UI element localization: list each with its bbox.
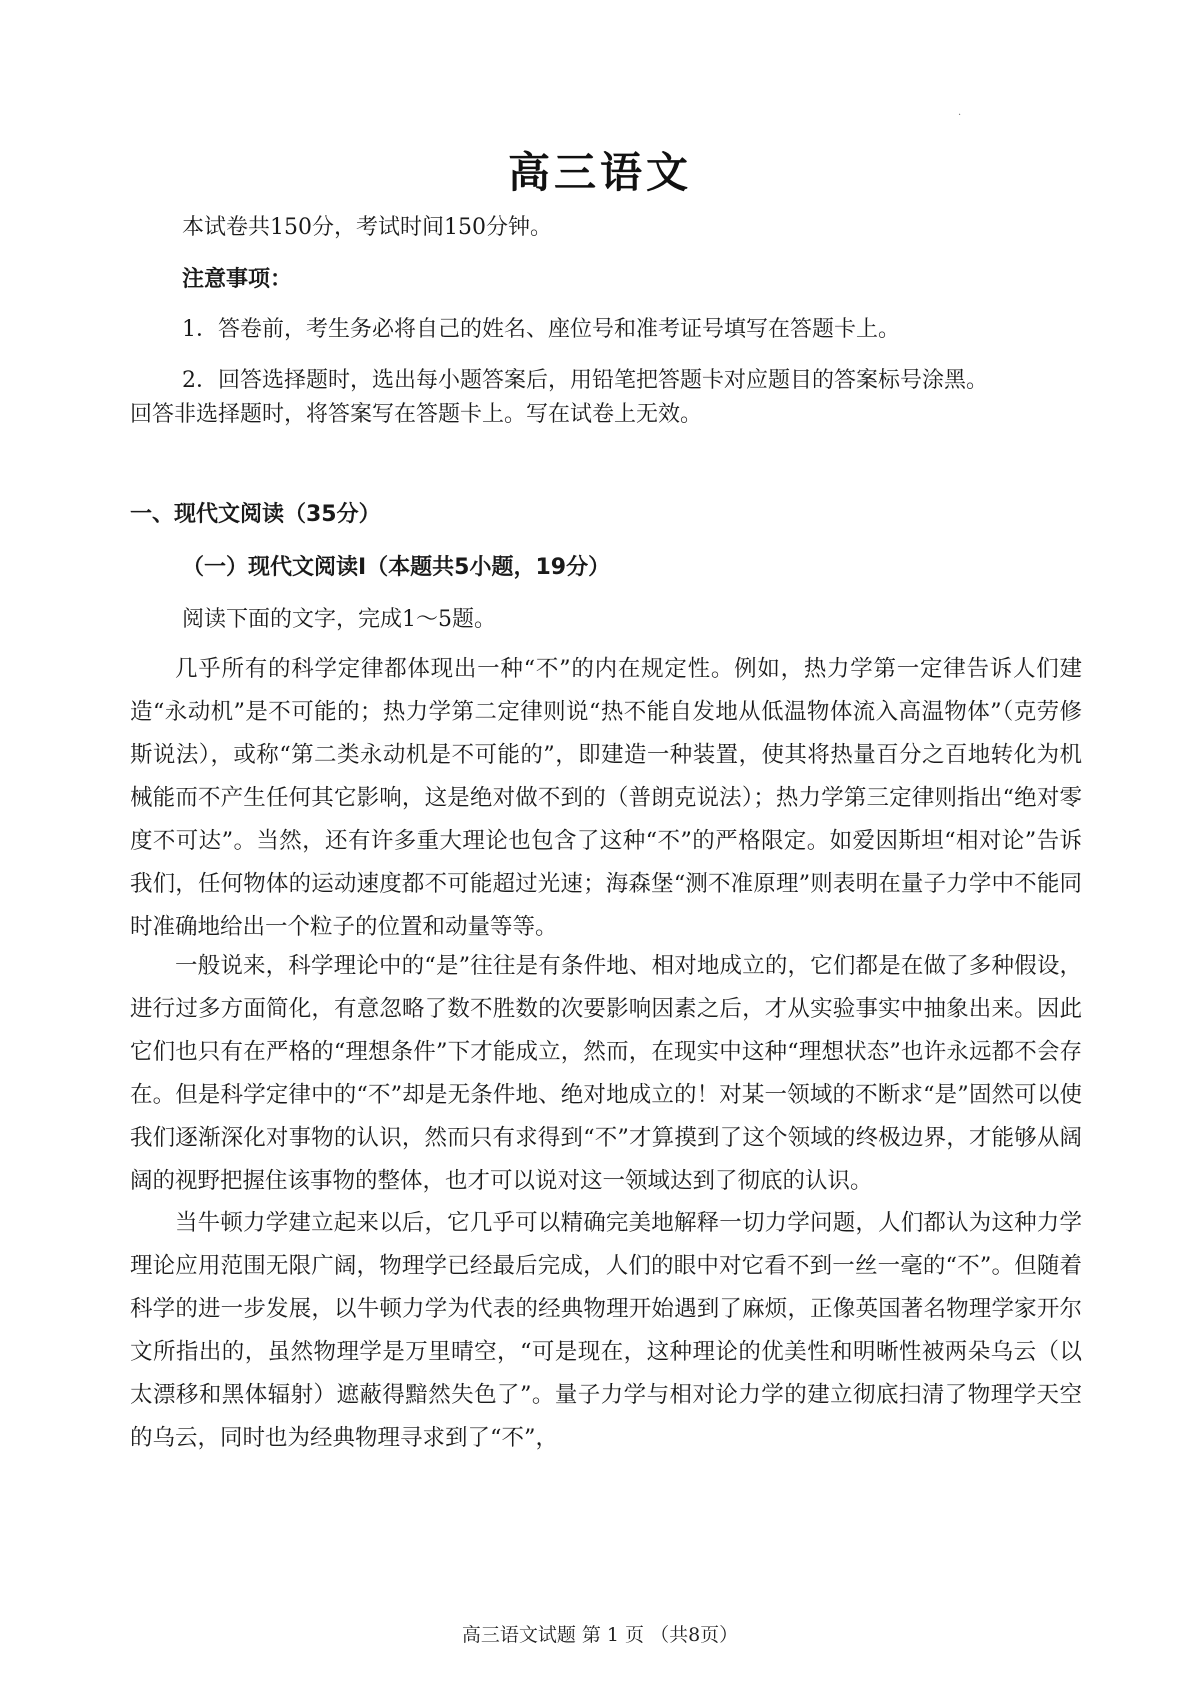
passage-paragraph-2: 一般说来，科学理论中的“是”往往是有条件地、相对地成立的，它们都是在做了多种假设，进行过多方面简化，有意忽略了数不胜数的次要影响因素之后，才从实验事实中抽象出来。因此它们也只有在严格的“理想条件”下才能成立，然而，在现实中这种“理想状态”也许永远都不会存在。但是科学定律中的“不”却是无条件地、绝对地成立的！对某一领域的不断求“是”固然可以使我们逐渐深化对事物的认识，然而只有求得到“不”才算摸到了这个领域的终极边界，才能够从阔阔的视野把握住该事物的整体，也才可以说对这一领域达到了彻底的认识。 <box>130 953 1082 1194</box>
reading-instruction: 阅读下面的文字，完成1～5题。 <box>182 607 496 632</box>
notice-item-2-line-2: 回答非选择题时，将答案写在答题卡上。写在试卷上无效。 <box>130 402 703 427</box>
section-heading: 一、现代文阅读（35分） <box>130 502 381 527</box>
page-footer: 高三语文试题 第 1 页 （共8页） <box>461 1624 739 1646</box>
notice-heading: 注意事项： <box>182 267 293 292</box>
notice-item-1: 1．答卷前，考生务必将自己的姓名、座位号和准考证号填写在答题卡上。 <box>182 317 900 342</box>
passage-paragraph-3: 当牛顿力学建立起来以后，它几乎可以精确完美地解释一切力学问题，人们都认为这种力学理论应用范围无限广阔，物理学已经最后完成，人们的眼中对它看不到一丝一毫的“不”。但随着科学的进一步发展，以牛顿力学为代表的经典物理开始遇到了麻烦，正像英国著名物理学家开尔文所指出的，虽然物理学是万里晴空，“可是现在，这种理论的优美性和明晰性被两朵乌云（以太漂移和黑体辐射）遮蔽得黯然失色了”。量子力学与相对论力学的建立彻底扫清了物理学天空的乌云，同时也为经典物理寻求到了“不”， <box>130 1210 1082 1451</box>
passage-paragraph-1: 几乎所有的科学定律都体现出一种“不”的内在规定性。例如，热力学第一定律告诉人们建造“永动机”是不可能的；热力学第二定律则说“热不能自发地从低温物体流入高温物体”（克劳修斯说法），或称“第二类永动机是不可能的”，即建造一种装置，使其将热量百分之百地转化为机械能而不产生任何其它影响，这是绝对做不到的（普朗克说法）；热力学第三定律则指出“绝对零度不可达”。当然，还有许多重大理论也包含了这种“不”的严格限定。如爱因斯坦“相对论”告诉我们，任何物体的运动速度都不可能超过光速；海森堡“测不准原理”则表明在量子力学中不能同时准确地给出一个粒子的位置和动量等等。 <box>130 656 1082 940</box>
sub-section-heading: （一）现代文阅读Ⅰ（本题共5小题，19分） <box>182 555 611 580</box>
page-title: 高三语文 <box>507 148 692 197</box>
notice-item-2-line-1: 2．回答选择题时，选出每小题答案后，用铅笔把答题卡对应题目的答案标号涂黑。 <box>182 368 988 393</box>
scan-speck: · <box>958 110 962 121</box>
score-info: 本试卷共150分，考试时间150分钟。 <box>182 215 552 240</box>
